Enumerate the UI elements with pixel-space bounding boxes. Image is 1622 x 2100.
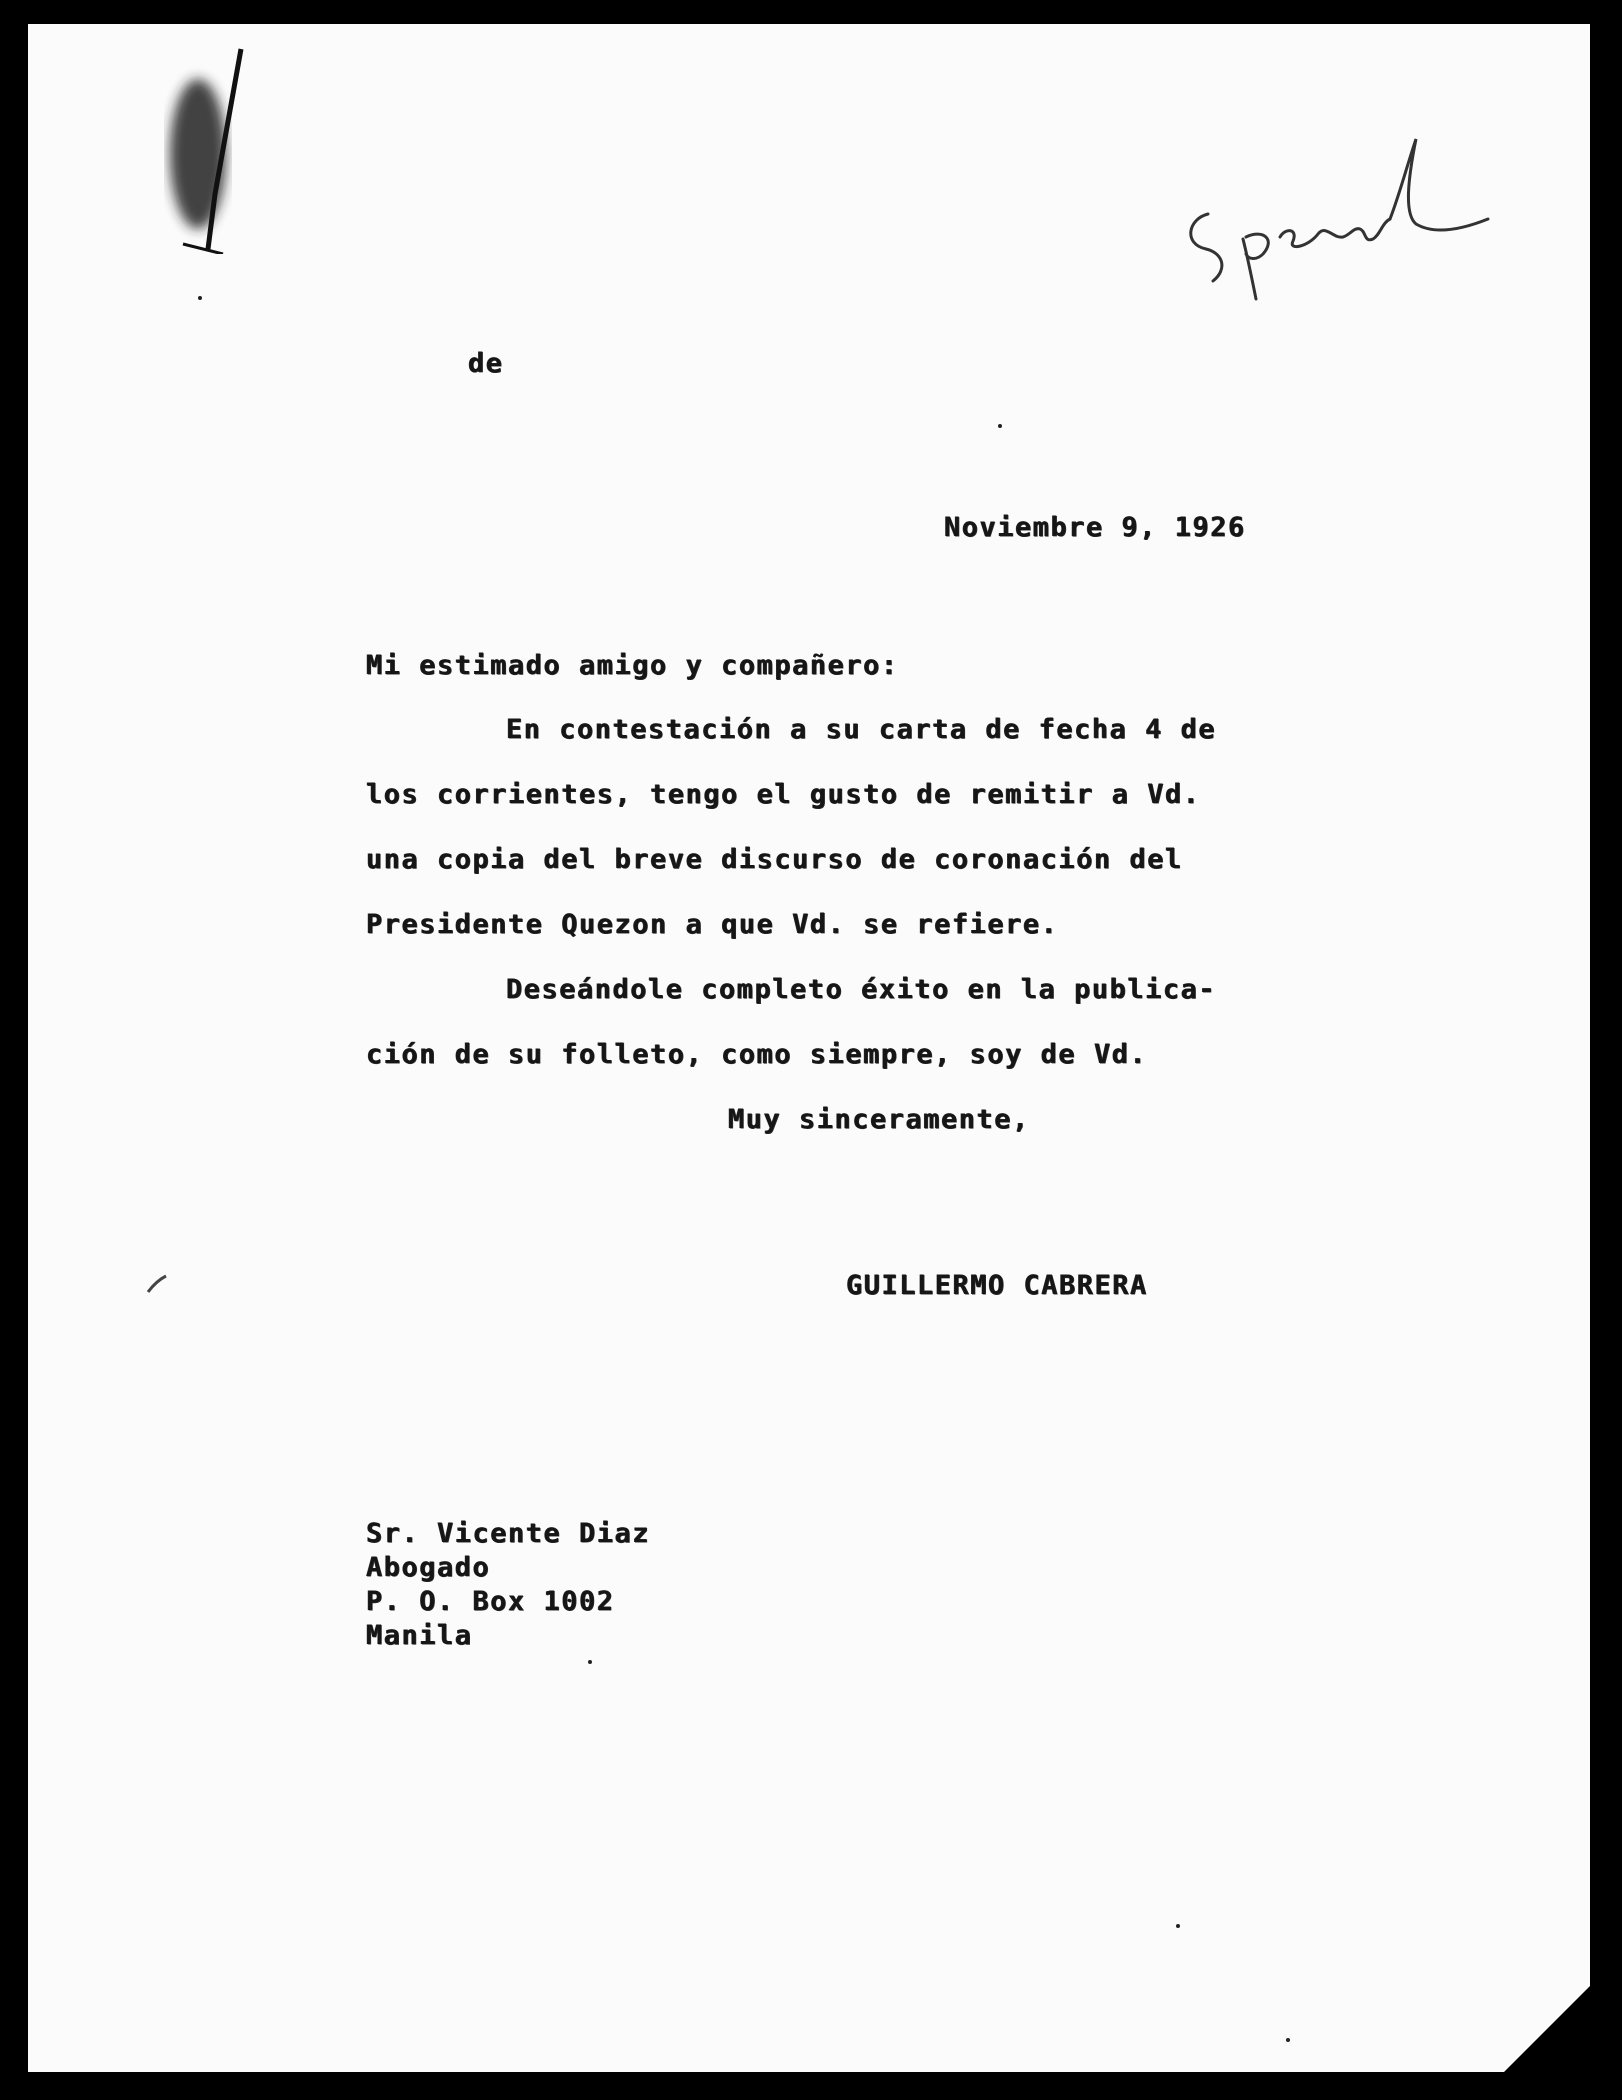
recipient-line: Manila [366,1620,473,1651]
recipient-line: P. O. Box 1002 [366,1586,615,1617]
paper-speck [1176,1924,1180,1928]
paper-speck [588,1660,592,1664]
body-line: Presidente Quezon a que Vd. se refiere. [366,909,1059,940]
closing: Muy sinceramente, [728,1104,1030,1135]
body-line: En contestación a su carta de fecha 4 de [506,714,1217,745]
body-line: los corrientes, tengo el gusto de remitir a Vd. [366,779,1201,810]
recipient-line: Abogado [366,1552,491,1583]
paper-mark [146,1274,168,1294]
salutation: Mi estimado amigo y compañero: [366,650,899,681]
recipient-line: Sr. Vicente Diaz [366,1518,651,1549]
signature-name: GUILLERMO CABRERA [846,1270,1148,1301]
body-line: Deseándole completo éxito en la publica- [506,974,1217,1005]
stray-text: de [468,348,504,379]
ink-smudge [153,44,248,254]
body-line: una copia del breve discurso de coronación del [366,844,1183,875]
letter-date: Noviembre 9, 1926 [944,512,1246,543]
paper-speck [998,424,1002,428]
paper-speck [1286,2038,1290,2042]
paper-speck [198,296,202,300]
letter-page [28,24,1590,2072]
page-corner [1502,1984,1590,2072]
handwritten-speech-note [1168,119,1498,319]
body-line: ción de su folleto, como siempre, soy de Vd. [366,1039,1148,1070]
